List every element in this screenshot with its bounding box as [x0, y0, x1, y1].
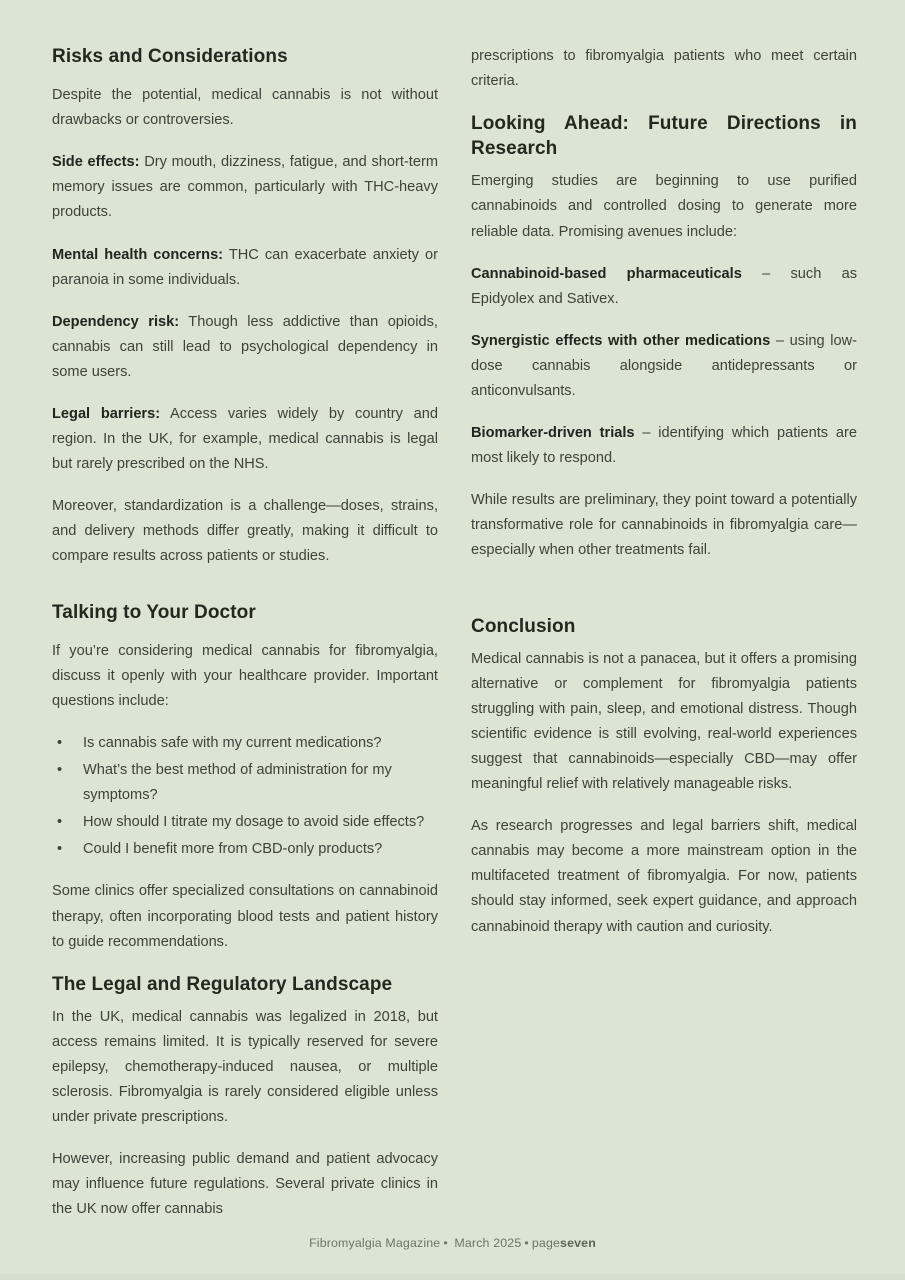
- text-side-effects: Dry mouth, dizziness, fatigue, and short-term memory issues are common, particularly with THC-heavy products.: [52, 154, 438, 221]
- section-heading-legal-regulatory: The Legal and Regulatory Landscape: [52, 973, 393, 995]
- paragraph-cannabinoid-pharmaceuticals: [471, 262, 857, 312]
- footer-publication: Fibromyalgia Magazine: [309, 1236, 441, 1250]
- paragraph-conclusion-main: Medical cannabis is not a panacea, but it offers a promising alternative or complement for fibromyalgia patients struggling with pain, sleep, and emotional distress. Though scientific evidence is still evolving, real-world experiences suggest that cannabinoids—especially CBD—may offer meaningful relief with relatively manageable risks.: [471, 650, 857, 793]
- section-heading-talking-to-your-doctor: Talking to Your Doctor: [52, 601, 256, 623]
- paragraph-uk-legalization: In the UK, medical cannabis was legalized in 2018, but access remains limited. It is typically reserved for severe epilepsy, chemotherapy-induced nausea, or multiple sclerosis. Fibromyalgia is rarely considered eligible unless under private prescriptions.: [52, 1008, 438, 1126]
- paragraph-side-effects: [52, 150, 438, 225]
- text-legal-barriers: Access varies widely by country and region. In the UK, for example, medical cannabis is legal but rarely prescribed on the NHS.: [52, 406, 438, 473]
- paragraph-legal-barriers: [52, 402, 438, 477]
- right-column: [471, 44, 857, 940]
- text-mental-health: THC can exacerbate anxiety or paranoia in some individuals.: [52, 246, 438, 288]
- label-cannabinoid-pharmaceuticals: Cannabinoid-based pharmaceuticals: [471, 265, 742, 282]
- paragraph-clinics: Some clinics offer specialized consultations on cannabinoid therapy, often incorporating blood tests and patient history to guide recommendations.: [52, 883, 438, 950]
- section-heading-conclusion: Conclusion: [471, 615, 576, 637]
- paragraph-mental-health: [52, 243, 438, 293]
- label-synergistic-effects: Synergistic effects with other medications: [471, 332, 771, 349]
- paragraph-doctor-intro: If you’re considering medical cannabis for fibromyalgia, discuss it openly with your healthcare provider. Important questions include:: [52, 642, 438, 709]
- paragraph-dependency-risk: [52, 310, 438, 385]
- paragraph-standardization: Moreover, standardization is a challenge—doses, strains, and delivery methods differ greatly, making it difficult to compare results across patients or studies.: [52, 498, 438, 565]
- paragraph-synergistic-effects: [471, 329, 857, 404]
- footer-separator-1: •: [443, 1236, 448, 1250]
- label-mental-health: Mental health concerns:: [52, 246, 224, 263]
- footer-issue: March 2025: [454, 1236, 522, 1250]
- left-column: [52, 44, 438, 1223]
- list-item: • Is cannabis safe with my current medications?: [56, 731, 438, 756]
- paragraph-public-demand: However, increasing public demand and patient advocacy may influence future regulations. Several private clinics in the UK now offer cannabis: [52, 1151, 438, 1218]
- page-footer: [0, 1236, 905, 1250]
- paragraph-biomarker-trials: [471, 421, 857, 471]
- section-heading-looking-ahead: Looking Ahead: Future Directions in Research: [471, 113, 857, 160]
- label-dependency-risk: Dependency risk:: [52, 313, 180, 330]
- two-column-layout: [52, 44, 857, 1223]
- text-dependency-risk: Though less addictive than opioids, cannabis can still lead to psychological dependency in some users.: [52, 313, 438, 380]
- paragraph-conclusion-outlook: As research progresses and legal barriers shift, medical cannabis may become a more mainstream option in the multifaceted treatment of fibromyalgia. For now, patients should stay informed, seek expert guidance, and approach cannabinoid therapy with caution and curiosity.: [471, 818, 857, 935]
- footer-page-label: page: [531, 1236, 561, 1250]
- paragraph-preliminary-results: While results are preliminary, they point toward a potentially transformative role for cannabinoids in fibromyalgia care—especially when other treatments fail.: [471, 492, 857, 559]
- label-biomarker-trials: Biomarker-driven trials: [471, 425, 635, 442]
- label-legal-barriers: Legal barriers:: [52, 406, 161, 423]
- paragraph-prescriptions-continued: prescriptions to fibromyalgia patients who meet certain criteria.: [471, 48, 857, 90]
- text-synergistic-effects: – using low-dose cannabis alongside antidepressants or anticonvulsants.: [471, 332, 857, 399]
- list-item: • What’s the best method of administration for my symptoms?: [56, 758, 438, 808]
- page-bottom-edge: [0, 1274, 905, 1280]
- section-heading-risks: Risks and Considerations: [52, 46, 288, 67]
- paragraph-risks-intro: Despite the potential, medical cannabis is not without drawbacks or controversies.: [52, 87, 438, 129]
- footer-page-number: seven: [560, 1236, 596, 1250]
- questions-list: [52, 731, 438, 862]
- text-biomarker-trials: – identifying which patients are most likely to respond.: [471, 425, 857, 467]
- footer-separator-2: •: [524, 1236, 529, 1250]
- paragraph-emerging-studies: Emerging studies are beginning to use purified cannabinoids and controlled dosing to generate more reliable data. Promising avenues include:: [471, 173, 857, 240]
- text-cannabinoid-pharmaceuticals: – such as Epidyolex and Sativex.: [471, 265, 857, 307]
- list-item: • Could I benefit more from CBD-only products?: [56, 837, 438, 862]
- label-side-effects: Side effects:: [52, 154, 140, 171]
- list-item: • How should I titrate my dosage to avoid side effects?: [56, 810, 438, 835]
